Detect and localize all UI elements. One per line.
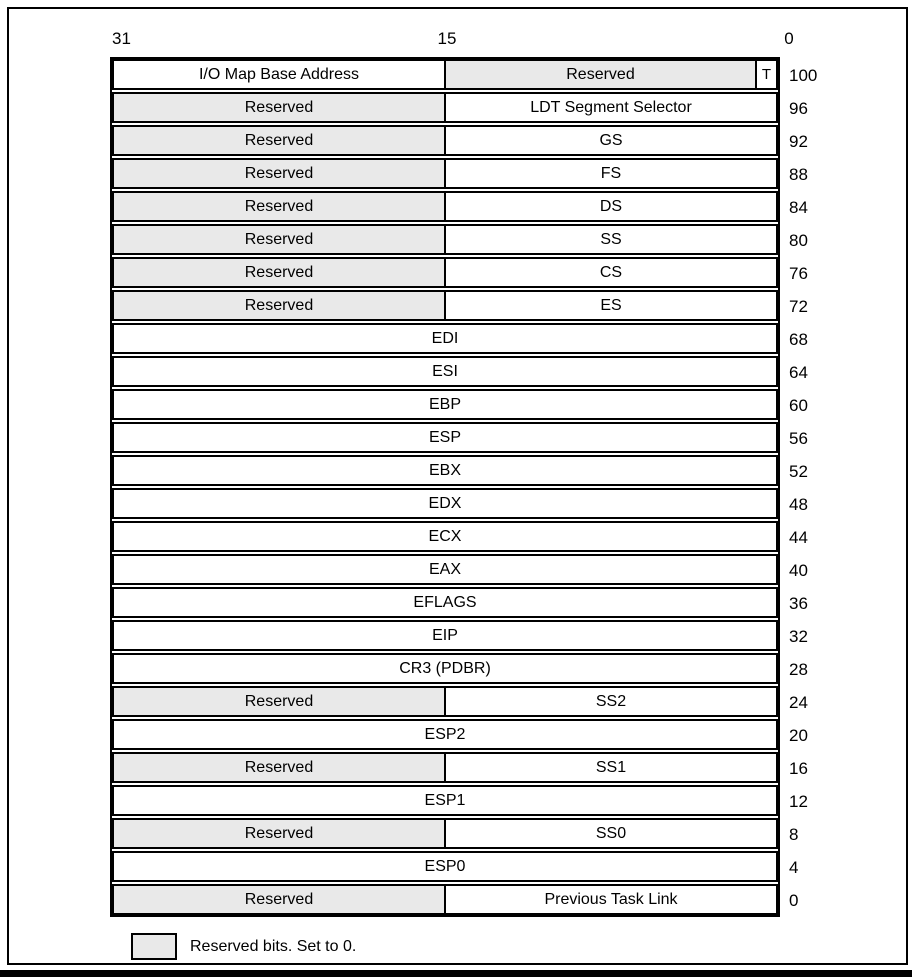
offset-24: 24: [789, 693, 808, 712]
tss-cell-reserved: Reserved: [114, 259, 444, 286]
tss-row-offset-80: [112, 224, 778, 255]
tss-cell-ebp: EBP: [114, 391, 776, 418]
byte-offset-column: [789, 59, 817, 917]
tss-cell-edx: EDX: [114, 490, 776, 517]
tss-cell-i-o-map-base-address: I/O Map Base Address: [114, 61, 444, 88]
offset-20: 20: [789, 726, 808, 745]
offset-88: 88: [789, 165, 808, 184]
tss-row-offset-60: [112, 389, 778, 420]
tss-cell-t: T: [755, 61, 776, 88]
tss-cell-cr3-pdbr: CR3 (PDBR): [114, 655, 776, 682]
offset-100: 100: [789, 66, 818, 85]
tss-cell-reserved: Reserved: [114, 292, 444, 319]
offset-16: 16: [789, 759, 808, 778]
tss-cell-esp0: ESP0: [114, 853, 776, 880]
offset-84: 84: [789, 198, 808, 217]
tss-cell-cs: CS: [444, 259, 776, 286]
tss-row-offset-4: [112, 851, 778, 882]
tss-row-offset-56: [112, 422, 778, 453]
tss-cell-reserved: Reserved: [114, 160, 444, 187]
tss-cell-esi: ESI: [114, 358, 776, 385]
tss-cell-eip: EIP: [114, 622, 776, 649]
offset-0: 0: [789, 891, 799, 910]
tss-row-offset-0: [112, 884, 778, 915]
offset-4: 4: [789, 858, 799, 877]
tss-row-offset-12: [112, 785, 778, 816]
tss-cell-esp: ESP: [114, 424, 776, 451]
tss-cell-reserved: Reserved: [114, 193, 444, 220]
offset-28: 28: [789, 660, 808, 679]
tss-cell-gs: GS: [444, 127, 776, 154]
offset-60: 60: [789, 396, 808, 415]
tss-cell-ldt-segment-selector: LDT Segment Selector: [444, 94, 776, 121]
tss-cell-reserved: Reserved: [114, 688, 444, 715]
tss-row-offset-28: [112, 653, 778, 684]
tss-row-offset-84: [112, 191, 778, 222]
offset-36: 36: [789, 594, 808, 613]
reserved-swatch: [131, 933, 177, 960]
tss-cell-es: ES: [444, 292, 776, 319]
tss-row-offset-24: [112, 686, 778, 717]
tss-cell-reserved: Reserved: [114, 886, 444, 913]
bit-label-0: 0: [784, 29, 794, 48]
offset-40: 40: [789, 561, 808, 580]
offset-8: 8: [789, 825, 799, 844]
tss-row-offset-52: [112, 455, 778, 486]
offset-72: 72: [789, 297, 808, 316]
tss-row-offset-92: [112, 125, 778, 156]
tss-cell-reserved: Reserved: [114, 820, 444, 847]
tss-row-offset-88: [112, 158, 778, 189]
tss-cell-ss: SS: [444, 226, 776, 253]
tss-row-offset-16: [112, 752, 778, 783]
offset-56: 56: [789, 429, 808, 448]
legend-label: Reserved bits. Set to 0.: [190, 938, 357, 955]
tss-cell-fs: FS: [444, 160, 776, 187]
tss-row-offset-64: [112, 356, 778, 387]
tss-row-offset-44: [112, 521, 778, 552]
tss-row-offset-48: [112, 488, 778, 519]
tss-row-offset-100: [112, 59, 778, 90]
tss-row-offset-72: [112, 290, 778, 321]
offset-48: 48: [789, 495, 808, 514]
tss-row-offset-32: [112, 620, 778, 651]
offset-76: 76: [789, 264, 808, 283]
tss-cell-eflags: EFLAGS: [114, 589, 776, 616]
tss-cell-reserved: Reserved: [114, 94, 444, 121]
bottom-rule: [0, 970, 912, 977]
tss-cell-ss0: SS0: [444, 820, 776, 847]
tss-cell-ecx: ECX: [114, 523, 776, 550]
tss-cell-eax: EAX: [114, 556, 776, 583]
offset-68: 68: [789, 330, 808, 349]
offset-92: 92: [789, 132, 808, 151]
tss-cell-reserved: Reserved: [444, 61, 755, 88]
tss-row-offset-76: [112, 257, 778, 288]
offset-44: 44: [789, 528, 808, 547]
tss-cell-ebx: EBX: [114, 457, 776, 484]
tss-cell-ss2: SS2: [444, 688, 776, 715]
tss-cell-edi: EDI: [114, 325, 776, 352]
tss-row-offset-68: [112, 323, 778, 354]
tss-row-offset-40: [112, 554, 778, 585]
bit-label-15: 15: [437, 29, 457, 48]
offset-12: 12: [789, 792, 808, 811]
tss-row-offset-96: [112, 92, 778, 123]
tss-cell-previous-task-link: Previous Task Link: [444, 886, 776, 913]
offset-80: 80: [789, 231, 808, 250]
tss-cell-reserved: Reserved: [114, 226, 444, 253]
tss-cell-reserved: Reserved: [114, 127, 444, 154]
offset-52: 52: [789, 462, 808, 481]
tss-cell-ss1: SS1: [444, 754, 776, 781]
tss-layout-table: [110, 57, 780, 917]
offset-64: 64: [789, 363, 808, 382]
tss-cell-esp2: ESP2: [114, 721, 776, 748]
tss-row-offset-8: [112, 818, 778, 849]
tss-cell-reserved: Reserved: [114, 754, 444, 781]
offset-32: 32: [789, 627, 808, 646]
offset-96: 96: [789, 99, 808, 118]
tss-cell-ds: DS: [444, 193, 776, 220]
tss-row-offset-20: [112, 719, 778, 750]
tss-row-offset-36: [112, 587, 778, 618]
bit-label-31: 31: [112, 29, 131, 48]
tss-cell-esp1: ESP1: [114, 787, 776, 814]
